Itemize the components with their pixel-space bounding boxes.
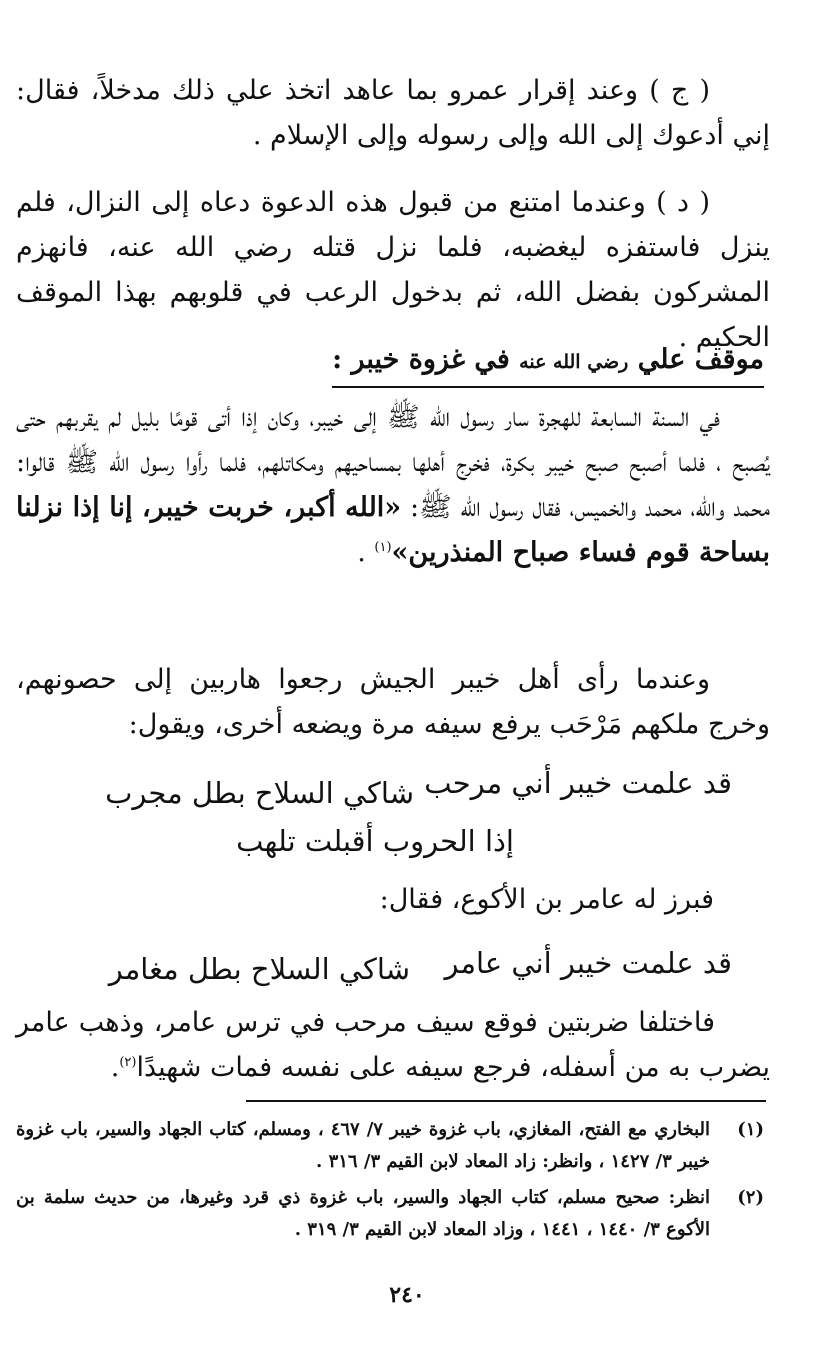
paragraph-amir-intro: فبرز له عامر بن الأكوع، فقال: (379, 884, 714, 915)
footnote-divider (246, 1100, 766, 1102)
footnote-1-number: (١) (737, 1119, 764, 1140)
footnote-ref-2: (٢) (119, 1055, 137, 1070)
page-number: ٢٤٠ (389, 1282, 425, 1308)
fight-text: فاختلفا ضربتين فوقع سيف مرحب في ترس عامر، وذهب عامر يضرب به من أسفله، فرجع سيفه على نفسه فمات شهيدًا (16, 1007, 770, 1083)
paragraph-dal: ( د ) وعندما امتنع من قبول هذه الدعوة دعاه إلى النزال، فلم ينزل فاستفزه ليغضبه، فلما نزل قتله رضي الله عنه، فانهزم المشركون بفضل الله، ثم بدخول الرعب في قلوبهم بهذا الموقف الحكيم . (16, 187, 770, 353)
heading-honorific: رضي الله عنه (519, 351, 629, 373)
section-heading (332, 338, 764, 388)
footnote-ref-1: (١) (374, 540, 392, 555)
heading-part1: موقف علي (637, 344, 764, 375)
verse2-first-half: قد علمت خيبر أني عامر (444, 946, 732, 980)
verse1-first-half: قد علمت خيبر أني مرحب (424, 766, 732, 800)
verse1-third-line: إذا الحروب أقبلت تلهب (236, 824, 514, 858)
verse2-second-half: شاكي السلاح بطل مغامر (108, 952, 410, 986)
footnote-1 (16, 1114, 764, 1178)
verse1-second-half: شاكي السلاح بطل مجرب (105, 776, 414, 810)
fight-end: . (110, 1052, 120, 1083)
khaybar-end: . (357, 537, 375, 568)
heading-part3: في غزوة خيبر : (332, 344, 510, 375)
paragraph-jim: ( ج ) وعند إقرار عمرو بما عاهد اتخذ علي ذلك مدخلاً، فقال: إني أدعوك إلى الله وإلى رسوله وإلى الإسلام . (16, 75, 770, 151)
footnote-2 (16, 1182, 764, 1246)
footnote-2-text: انظر: صحيح مسلم، كتاب الجهاد والسير، باب غزوة ذي قرد وغيرها، من حديث سلمة بن الأكوع ٣/ ١٤٤٠ ، ١٤٤١ ، وزاد المعاد لابن القيم ٣/ ٣١٩ . (16, 1187, 710, 1240)
khaybar-text: في السنة السابعة للهجرة سار رسول الله ﷺ إلى خيبر، وكان إذا أتى قومًا بليل لم يقربهم حتى يُصبح ، فلما أصبح صبح خيبر بكرة، فخرج أهلها بمساحيهم ومكاتلهم، فلما رأوا رسول الله ﷺ قالوا: محمد والله، محمد والخميس، فقال رسول الله ﷺ: (16, 402, 770, 523)
footnote-2-number: (٢) (737, 1187, 764, 1208)
hadith-quote: «الله أكبر، خربت خيبر، إنا إذا نزلنا بساحة قوم فساء صباح المنذرين» (16, 492, 770, 568)
paragraph-marhab: وعندما رأى أهل خيبر الجيش رجعوا هاربين إلى حصونهم، وخرج ملكهم مَرْحَب يرفع سيفه مرة ويضعه أخرى، ويقول: (16, 664, 770, 740)
footnote-1-text: البخاري مع الفتح، المغازي، باب غزوة خيبر ٧/ ٤٦٧ ، ومسلم، كتاب الجهاد والسير، باب غزوة خيبر ٣/ ١٤٢٧ ، وانظر: زاد المعاد لابن القيم ٣/ ٣١٦ . (16, 1119, 711, 1172)
paragraph-khaybar (16, 395, 770, 575)
paragraph-fight (16, 1000, 770, 1090)
